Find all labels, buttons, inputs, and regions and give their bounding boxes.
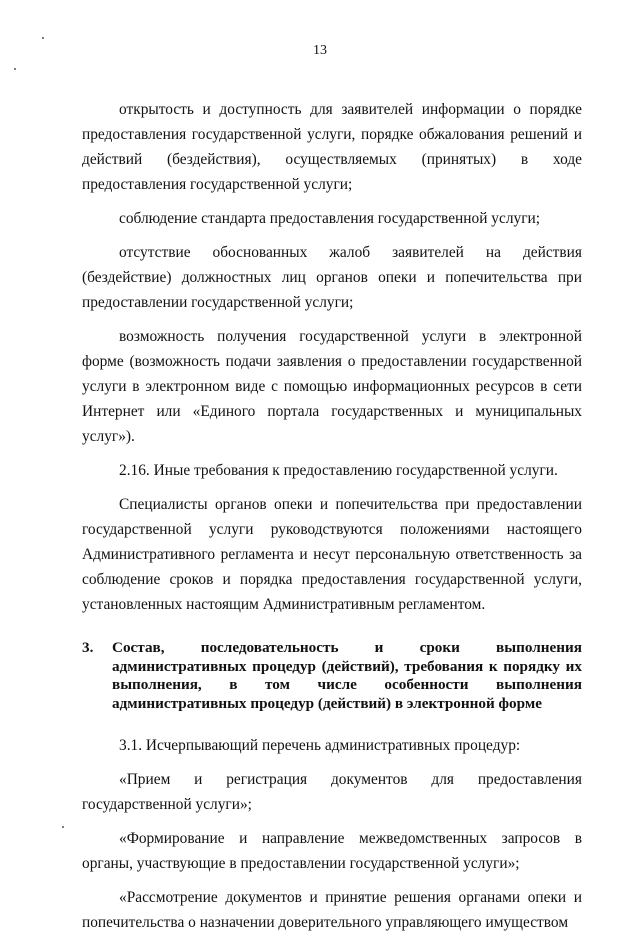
list-item: «Рассмотрение документов и принятие решения органами опеки и попечительства о назначении доверительного управляющего имуществом bbox=[82, 889, 582, 931]
paragraph: отсутствие обоснованных жалоб заявителей на действия (бездействие) должностных лиц органов опеки и попечительства при предоставлении государственной услуги; bbox=[82, 244, 582, 311]
section-number: 3. bbox=[82, 639, 94, 656]
scan-speck bbox=[14, 68, 16, 70]
paragraph: возможность получения государственной услуги в электронной форме (возможность подачи заявления о предоставлении государственной услуги в электронном виде с помощью информационных ресурсов в сети Интернет или «Единого портала государственных и муниципальных услуг»). bbox=[82, 328, 582, 445]
scan-speck bbox=[62, 826, 64, 828]
paragraph: Специалисты органов опеки и попечительства при предоставлении государственной услуги руководствуются положениями настоящего Административного регламента и несут персональную ответственность за соблюдение сроков и порядка предоставления государственной услуги, установленных настоящим Административным регламентом. bbox=[82, 496, 582, 613]
scan-speck bbox=[42, 37, 44, 39]
section-heading bbox=[82, 639, 582, 713]
list-item: «Формирование и направление межведомственных запросов в органы, участвующие в предоставлении государственной услуги»; bbox=[82, 830, 582, 872]
paragraph: 3.1. Исчерпывающий перечень административных процедур: bbox=[119, 737, 521, 754]
paragraph: соблюдение стандарта предоставления государственной услуги; bbox=[119, 210, 541, 227]
paragraph: открытость и доступность для заявителей информации о порядке предоставления государственной услуги, порядке обжалования решений и действий (бездействия), осуществляемых (принятых) в ходе предоставления государственной услуги; bbox=[82, 101, 582, 193]
paragraph: 2.16. Иные требования к предоставлению государственной услуги. bbox=[119, 462, 558, 479]
list-item: «Прием и регистрация документов для предоставления государственной услуги»; bbox=[82, 771, 582, 813]
section-title: Состав, последовательность и сроки выполнения административных процедур (действий), требования к порядку их выполнения, в том числе особенности выполнения административных процедур (действий) в электронной форме bbox=[112, 639, 582, 712]
document-body bbox=[82, 97, 582, 944]
page-number: 13 bbox=[313, 43, 327, 58]
